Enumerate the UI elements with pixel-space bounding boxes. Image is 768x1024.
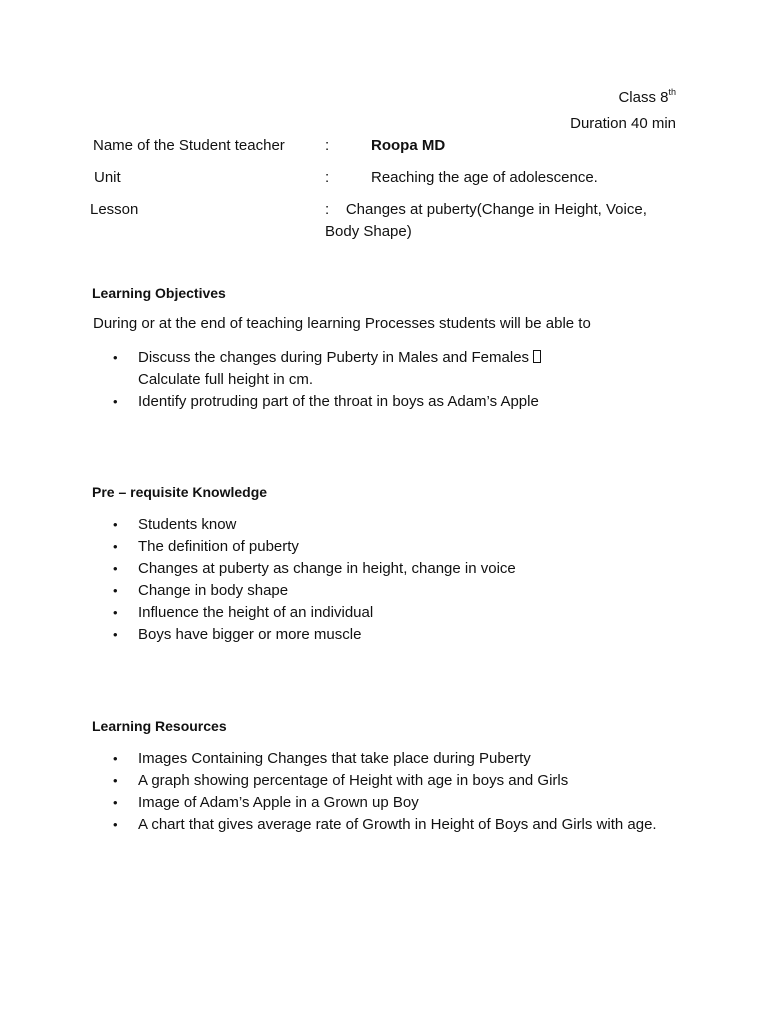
class-label	[618, 89, 676, 107]
prerequisite-text: Influence the height of an individual	[138, 604, 374, 621]
prerequisite-heading: Pre – requisite Knowledge	[92, 484, 268, 500]
name-value: Roopa MD	[371, 137, 446, 154]
unit-value: Reaching the age of adolescence.	[371, 169, 598, 186]
name-label: Name of the Student teacher	[93, 137, 285, 154]
bullet-icon: •	[113, 517, 118, 532]
bullet-icon: •	[113, 795, 118, 810]
list-item	[113, 792, 657, 814]
list-item	[113, 580, 516, 602]
prerequisite-text: The definition of puberty	[138, 538, 299, 555]
objective-text-continued: Calculate full height in cm.	[138, 371, 314, 388]
prerequisite-text: Students know	[138, 516, 237, 533]
list-item	[113, 748, 657, 770]
bullet-icon: •	[113, 751, 118, 766]
objectives-intro: During or at the end of teaching learning Processes students will be able to	[93, 315, 591, 332]
bullet-icon: •	[113, 539, 118, 554]
list-item	[113, 514, 516, 536]
lesson-value-line2: Body Shape)	[325, 223, 412, 240]
prerequisite-list	[113, 514, 516, 646]
class-text: Class 8	[618, 89, 669, 106]
class-superscript: th	[668, 87, 676, 97]
list-item	[113, 558, 516, 580]
resource-text: A graph showing percentage of Height with age in boys and Girls	[138, 772, 569, 789]
lesson-value-line1: : Changes at puberty(Change in Height, Voice,	[325, 201, 647, 218]
list-item	[113, 770, 657, 792]
bullet-icon: •	[113, 773, 118, 788]
list-item	[113, 347, 541, 391]
missing-glyph-box-icon	[533, 350, 541, 363]
resource-text: Image of Adam’s Apple in a Grown up Boy	[138, 794, 419, 811]
prerequisite-text: Change in body shape	[138, 582, 289, 599]
name-colon: :	[325, 137, 330, 154]
list-item	[113, 391, 541, 413]
bullet-icon: •	[113, 350, 118, 365]
list-item	[113, 602, 516, 624]
bullet-icon: •	[113, 627, 118, 642]
unit-colon: :	[325, 169, 330, 186]
bullet-icon: •	[113, 817, 118, 832]
bullet-icon: •	[113, 605, 118, 620]
list-item	[113, 536, 516, 558]
list-item	[113, 624, 516, 646]
objectives-list	[113, 347, 541, 413]
objective-text: Discuss the changes during Puberty in Males and Females	[138, 349, 530, 366]
resource-text: A chart that gives average rate of Growth in Height of Boys and Girls with age.	[138, 816, 657, 833]
resources-list	[113, 748, 657, 836]
duration-label: Duration 40 min	[570, 115, 676, 132]
bullet-icon: •	[113, 394, 118, 409]
list-item	[113, 814, 657, 836]
prerequisite-text: Boys have bigger or more muscle	[138, 626, 362, 643]
prerequisite-text: Changes at puberty as change in height, change in voice	[138, 560, 516, 577]
resources-heading: Learning Resources	[92, 718, 227, 734]
lesson-label: Lesson	[90, 201, 139, 218]
bullet-icon: •	[113, 561, 118, 576]
unit-label: Unit	[94, 169, 121, 186]
bullet-icon: •	[113, 583, 118, 598]
objectives-heading: Learning Objectives	[92, 285, 226, 301]
objective-text: Identify protruding part of the throat in boys as Adam’s Apple	[138, 393, 539, 410]
resource-text: Images Containing Changes that take place during Puberty	[138, 750, 531, 767]
